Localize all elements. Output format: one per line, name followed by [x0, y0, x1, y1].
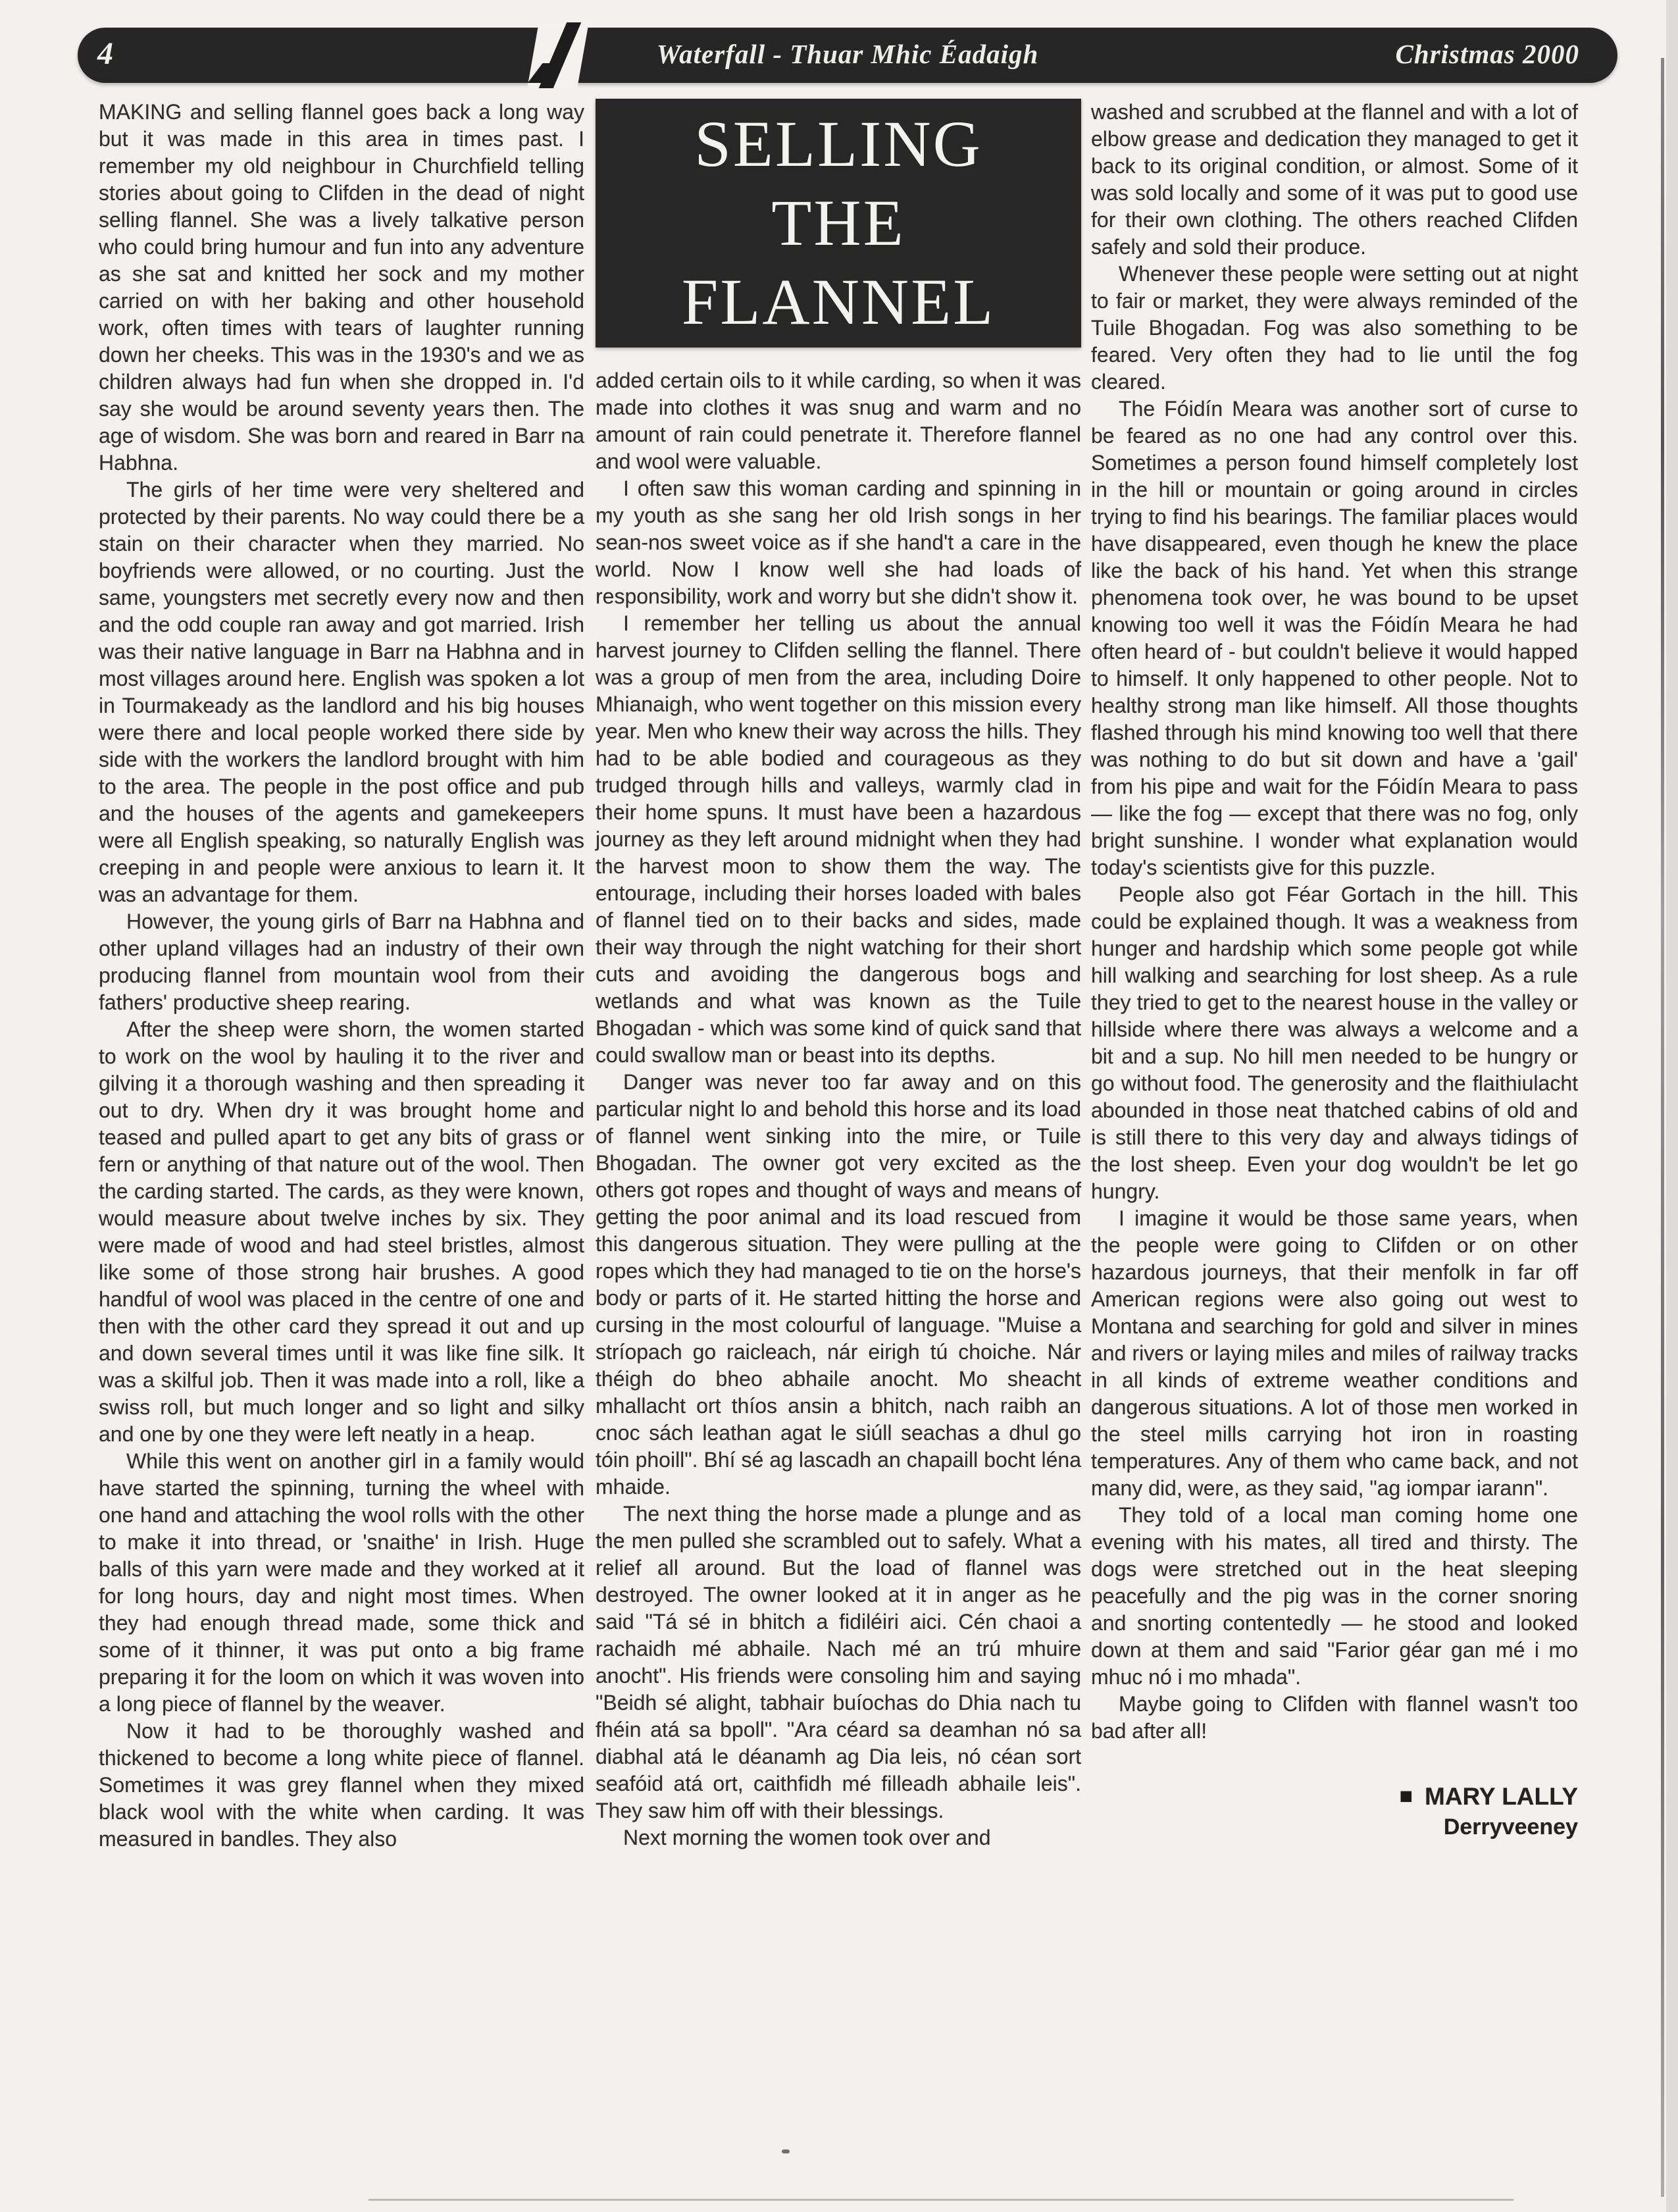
article-paragraph: After the sheep were shorn, the women started to work on the wool by hauling it to the river and gilving it a thorough washing and then spreading it out to dry. When dry it was brought home and teased and pulled apart to get any bits of grass or fern or anything of that nature out of the wool. Then the carding started. The cards, as they were known, would measure about twelve inches by six. They were made of wood and had steel bristles, almost like some of those strong hair brushes. A good handful of wool was placed in the centre of one and then with the other card they spread it out and up and down several times until it was like fine silk. It was a skilful job. Then it was made into a roll, like a swiss roll, but much longer and so light and silky and one by one they were left neatly in a heap.	[99, 1017, 584, 1446]
article-paragraph: Maybe going to Clifden with flannel wasn't too bad after all!	[1091, 1692, 1578, 1743]
masthead-title: Waterfall - Thuar Mhic Éadaigh	[656, 39, 1039, 69]
byline	[1091, 1782, 1578, 1841]
article-paragraph: I often saw this woman carding and spinning in my youth as she sang her old Irish songs in her sean-nos sweet voice as if she hand't a care in the world. Now I know well she had loads of responsibility, work and worry but she didn't show it.	[596, 476, 1081, 608]
byline-location: Derryveeney	[1443, 1814, 1578, 1839]
article-column-3	[1091, 99, 1578, 1841]
article-paragraph: I remember her telling us about the annual harvest journey to Clifden selling the flannel. There was a group of men from the area, including Doire Mhianaigh, who went together on this mission every year. Men who knew their way across the hills. They had to be able bodied and courageous as they trudged through hills and valleys, warmly clad in their home spuns. It must have been a hazardous journey as they left around midnight when they had the harvest moon to show them the way. The entourage, including their horses loaded with bales of flannel tied on to their backs and sides, made their way through the night watching for their short cuts and avoiding the dangerous bogs and wetlands and what was known as the Tuile Bhogadan - which was some kind of quick sand that could swallow man or beast into its depths.	[596, 611, 1081, 1067]
article-column-2-text	[596, 367, 1081, 1851]
article-column-1	[99, 99, 584, 1853]
byline-author: MARY LALLY	[1425, 1783, 1578, 1810]
article-paragraph: People also got Féar Gortach in the hill. This could be explained though. It was a weakness from hunger and hardship which some people got while hill walking and searching for lost sheep. As a rule they tried to get to the nearest house in the valley or hillside where there was always a welcome and a bit and a sup. No hill men needed to be hungry or go without food. The generosity and the flaithiulacht abounded in those neat thatched cabins of old and is still there to this very day and always tidings of the lost sheep. Even your dog wouldn't be let go hungry.	[1091, 883, 1578, 1203]
headline-line: FLANNEL	[681, 265, 996, 338]
scan-edge-line	[1661, 58, 1664, 2197]
article-paragraph: The girls of her time were very sheltered and protected by their parents. No way could there be a stain on their character when they married. No boyfriends were allowed, or no courting. Just the same, youngsters met secretly every now and then and the odd couple ran away and got married. Irish was their native language in Barr na Habhna and in most villages around here. English was spoken a lot in Tourmakeady as the landlord and his big houses were there and local people worked there side by side with the workers the landlord brought with him to the area. The people in the post office and pub and the houses of the agents and gamekeepers were all English speaking, so naturally English was creeping in and people were anxious to learn it. It was an advantage for them.	[99, 478, 584, 906]
masthead-bar	[78, 28, 1617, 83]
headline-line: SELLING	[694, 107, 982, 180]
article-paragraph: They told of a local man coming home one evening with his mates, all tired and thirsty. The dogs were stretched out in the heat sleeping peacefully and the pig was in the corner snoring and snorting contentedly — he stood and looked down at them and said "Farior géar gan mé i mo mhuc nó i mo mhada".	[1091, 1503, 1578, 1689]
article-paragraph: Danger was never too far away and on this particular night lo and behold this horse and its load of flannel went sinking into the mire, or Tuile Bhogadan. The owner got very excited as the others got ropes and thought of ways and means of getting the poor animal and its load rescued from this dangerous situation. They were pulling at the ropes which they had managed to tie on the horse's body or parts of it. He started hitting the horse and cursing in the most colourful of language. "Muise a stríopach go raicleach, nár eirigh tú choiche. Nár théigh do bheo abhaile anocht. Mo sheacht mhallacht ort thíos ansin a bhitch, nach raibh an cnoc sách leathan agat le siúll seachas a dhul go tóin phoill". Bhí sé ag lascadh an chapaill bocht léna mhaide.	[596, 1070, 1081, 1499]
article-paragraph: I imagine it would be those same years, when the people were going to Clifden or on other hazardous journeys, that their menfolk in far off American regions were also going out west to Montana and searching for gold and silver in mines and rivers or laying miles and miles of railway tracks in all kinds of extreme weather conditions and dangerous situations. A lot of those men worked in the steel mills carrying hot iron in roasting temperatures. Any of them who came back, and not many did, were, as they said, "ag iompar iarann".	[1091, 1206, 1578, 1500]
scan-speck	[782, 2149, 790, 2153]
article-paragraph: added certain oils to it while carding, so when it was made into clothes it was snug and warm and no amount of rain could penetrate it. Therefore flannel and wool were valuable.	[596, 369, 1081, 473]
headline-line: THE	[771, 186, 905, 259]
page-number: 4	[97, 36, 113, 71]
masthead-issue-date: Christmas 2000	[1395, 39, 1579, 69]
article-paragraph: The next thing the horse made a plunge and as the men pulled she scrambled out to safely. What a relief all around. But the load of flannel was destroyed. The owner looked at it in anger as he said "Tá sé in bhitch a fidiléiri aici. Cén chaoi a rachaidh mé abhaile. Nach mé an trú mhuire anocht". His friends were consoling him and saying "Beidh sé alight, tabhair buíochas do Dhia nach tu fhéin atá sa bpoll". "Ara céard sa deamhan nó sa diabhal atá le déanamh ag Dia leis, nó céan sort seafóid atá ort, caithfidh mé filleadh abhaile leis". They saw him off with their blessings.	[596, 1502, 1081, 1822]
scan-edge-strip	[1666, 0, 1678, 2212]
article-paragraph: Now it had to be thoroughly washed and thickened to become a long white piece of flannel. Sometimes it was grey flannel when they mixed black wool with the white when carding. It was measured in bandles. They also	[99, 1719, 584, 1851]
article-paragraph: Whenever these people were setting out at night to fair or market, they were always reminded of the Tuile Bhogadan. Fog was also something to be feared. Very often they had to lie until the fog cleared.	[1091, 262, 1578, 394]
article-paragraph: While this went on another girl in a family would have started the spinning, turning the wheel with one hand and attaching the wool rolls with the other to make it into thread, or 'snaithe' in Irish. Huge balls of this yarn were made and they worked at it for long hours, day and night most times. When they had enough thread made, some thick and some of it thinner, it was put onto a big frame preparing it for the loom on which it was woven into a long piece of flannel by the weaver.	[99, 1449, 584, 1716]
article-paragraph: However, the young girls of Barr na Habhna and other upland villages had an industry of their own producing flannel from mountain wool from their fathers' productive sheep rearing.	[99, 910, 584, 1014]
article-column-2	[596, 99, 1081, 1851]
article-headline-box	[596, 99, 1081, 347]
article-paragraph: Next morning the women took over and	[623, 1826, 991, 1849]
article-paragraph: The Fóidín Meara was another sort of curse to be feared as no one had any control over this. Sometimes a person found himself completely lost in the hill or mountain or going around in circles trying to find his bearings. The familiar places would have disappeared, even though he knew the place like the back of his hand. Yet when this strange phenomena took over, he was bound to be upset knowing too well it was the Fóidín Meara he had often heard of - but couldn't believe it would happed to himself. It only happened to other people. Not to healthy strong man like himself. All those thoughts flashed through his mind knowing too well that there was nothing to do but sit down and have a 'gail' from his pipe and wait for the Fóidín Meara to pass — like the fog — except that there was no fog, only bright sunshine. I wonder what explanation would today's scientists give for this puzzle.	[1091, 397, 1578, 879]
article-paragraph: MAKING and selling flannel goes back a long way but it was made in this area in times past. I remember my old neighbour in Churchfield telling stories about going to Clifden in the dead of night selling flannel. She was a lively talkative person who could bring humour and fun into any adventure as she sat and knitted her sock and my mother carried on with her baking and other household work, often times with tears of laughter running down her cheeks. This was in the 1930's and we as children always had fun when she dropped in. I'd say she would be around seventy years then. The age of wisdom. She was born and reared in Barr na Habhna.	[99, 100, 584, 475]
byline-square-icon: ■	[1399, 1784, 1413, 1809]
scan-bottom-line	[369, 2199, 1513, 2201]
article-paragraph: washed and scrubbed at the flannel and with a lot of elbow grease and dedication they managed to get it back to its original condition, or almost. Some of it was sold locally and some of it was put to good use for their own clothing. The others reached Clifden safely and sold their produce.	[1091, 100, 1578, 259]
article-column-3-text	[1091, 99, 1578, 1745]
